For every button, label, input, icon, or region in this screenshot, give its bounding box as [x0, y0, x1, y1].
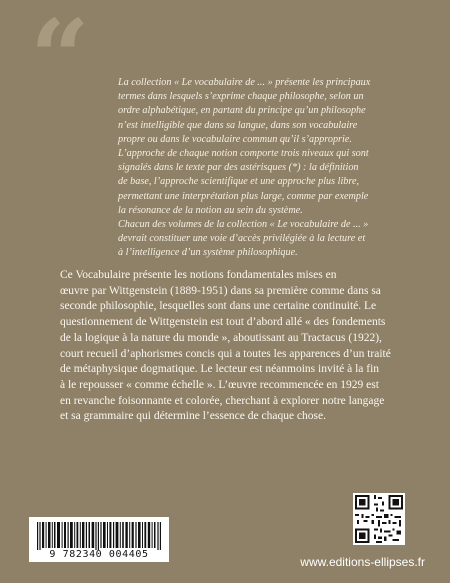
isbn-digits: 9 782340 004405 — [49, 549, 149, 560]
description-line: questionnement de Wittgenstein est tout d’abord allé « des fondements — [60, 316, 386, 329]
description-line: œuvre par Wittgenstein (1889-1951) dans sa première comme dans sa — [60, 284, 381, 297]
description-line: seconde philosophie, lesquelles sont dans une certaine continuité. Le — [60, 300, 377, 313]
blurb-line: Chacun des volumes de la collection « Le vocabulaire de ... » — [118, 219, 369, 231]
qr-code-graphic — [353, 493, 405, 545]
blurb-line: L’approche de chaque notion comporte trois niveaux qui sont — [118, 148, 369, 160]
blurb-line: La collection « Le vocabulaire de ... » présente les principaux — [118, 77, 371, 88]
description-line: Ce Vocabulaire présente les notions fondamentales mises en — [60, 269, 337, 281]
blurb-line: permettant une interprétation plus large, comme par exemple — [118, 190, 369, 202]
blurb-line: à l’intelligence d’un système philosophique. — [118, 247, 298, 259]
barcode-bars-graphic — [37, 522, 161, 550]
isbn-barcode — [29, 517, 169, 562]
blurb-line: propre ou dans le vocabulaire commun qu’il s’approprie. — [118, 133, 352, 145]
blurb-line: de base, l’approche scientifique et une approche plus libre, — [118, 176, 360, 188]
publisher-website: www.editions-ellipses.fr — [300, 555, 425, 569]
book-description — [60, 268, 394, 425]
description-line: court recueil d’aphorismes concis qui a toutes les apparences d’un traité — [60, 347, 391, 360]
description-line: en revanche foisonnante et colorée, cherchant à explorer notre langage — [60, 394, 385, 407]
blurb-line: termes dans lesquels s’exprime chaque philosophe, selon un — [118, 91, 364, 103]
blurb-line: la résonance de la notion au sein du système. — [118, 204, 303, 216]
decorative-quote-mark: “ — [30, 0, 90, 119]
description-line: à le repousser « comme échelle ». L’œuvre recommencée en 1929 est — [60, 378, 379, 391]
blurb-line: signalés dans le texte par des astérisques (*) : la définition — [118, 162, 359, 174]
blurb-line: n’est intelligible que dans sa langue, dans son vocabulaire — [118, 119, 358, 131]
blurb-line: ordre alphabétique, en partant du principe qu’un philosophe — [118, 105, 366, 117]
blurb-line: devrait constituer une voie d’accès privilégiée à la lecture et — [118, 233, 366, 245]
qr-code — [353, 493, 405, 545]
description-line: de métaphysique dogmatique. Le lecteur est néanmoins invité à la fin — [60, 363, 380, 376]
collection-description — [118, 76, 418, 261]
description-line: de la logique à la nature du monde », aboutissant au Tractacus (1922), — [60, 331, 382, 344]
description-line: et sa grammaire qui détermine l’essence de chaque chose. — [60, 410, 326, 423]
